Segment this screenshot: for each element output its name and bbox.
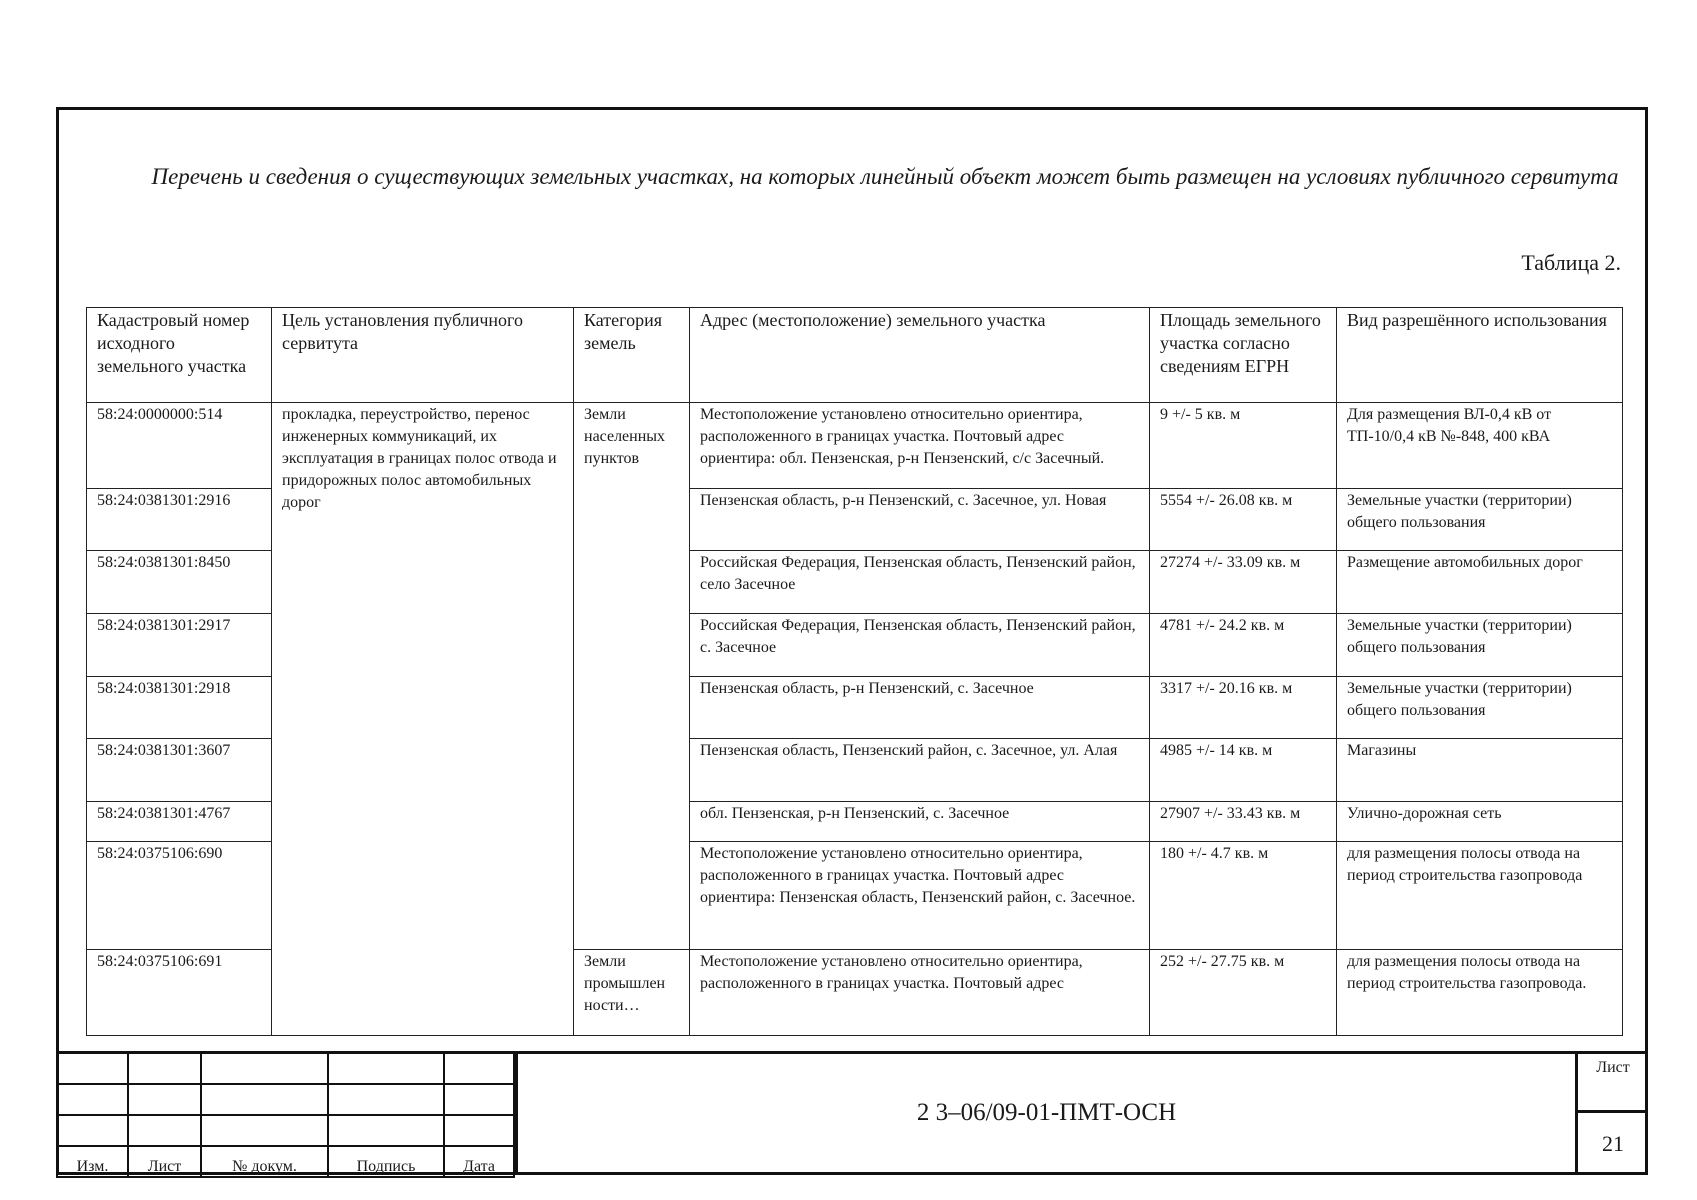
stamp-label-signature: Подпись <box>328 1146 444 1177</box>
document-code: 2 3–06/09-01-ПМТ-ОСН <box>515 1053 1575 1173</box>
header-address: Адрес (местоположение) земельного участка <box>690 308 1150 403</box>
use-cell: для размещения полосы отвода на период строительства газопровода. <box>1337 950 1623 1036</box>
use-cell: Земельные участки (территории) общего пользования <box>1337 677 1623 739</box>
area-cell: 180 +/- 4.7 кв. м <box>1150 842 1337 950</box>
use-cell: Земельные участки (территории) общего пользования <box>1337 489 1623 551</box>
area-cell: 27274 +/- 33.09 кв. м <box>1150 551 1337 614</box>
address-cell: Местоположение установлено относительно ориентира, расположенного в границах участка. Почтовый адрес ориентира: обл. Пензенская, р-н Пензенский, с/с Засечный. <box>690 403 1150 489</box>
purpose-cell: прокладка, переустройство, перенос инженерных коммуникаций, их эксплуатация в границах полос отвода и придорожных полос автомобильных дорог <box>272 403 574 1036</box>
category-cell: Земли промышлен ности… <box>574 950 690 1036</box>
table-row <box>87 403 1623 489</box>
document-title: Перечень и сведения о существующих земельных участках, на которых линейный объект может быть размещен на условиях публичного сервитута <box>151 164 1619 189</box>
cadastral-cell: 58:24:0381301:2916 <box>87 489 272 551</box>
header-use: Вид разрешённого использования <box>1337 308 1623 403</box>
area-cell: 3317 +/- 20.16 кв. м <box>1150 677 1337 739</box>
address-cell: обл. Пензенская, р-н Пензенский, с. Засечное <box>690 802 1150 842</box>
header-cadastral: Кадастровый номер исходного земельного участка <box>87 308 272 403</box>
cadastral-cell: 58:24:0381301:8450 <box>87 551 272 614</box>
sheet-number: 21 <box>1602 1131 1624 1156</box>
address-cell: Пензенская область, р-н Пензенский, с. Засечное <box>690 677 1150 739</box>
cadastral-cell: 58:24:0381301:2917 <box>87 614 272 677</box>
area-cell: 9 +/- 5 кв. м <box>1150 403 1337 489</box>
cadastral-cell: 58:24:0381301:2918 <box>87 677 272 739</box>
stamp-row <box>57 1084 514 1115</box>
use-cell: для размещения полосы отвода на период строительства газопровода <box>1337 842 1623 950</box>
sheet-box <box>1575 1053 1648 1175</box>
address-cell: Российская Федерация, Пензенская область, Пензенский район, село Засечное <box>690 551 1150 614</box>
land-plots-table <box>86 307 1623 1036</box>
address-cell: Пензенская область, р-н Пензенский, с. Засечное, ул. Новая <box>690 489 1150 551</box>
header-area: Площадь земельного участка согласно сведениям ЕГРН <box>1150 308 1337 403</box>
cadastral-cell: 58:24:0381301:4767 <box>87 802 272 842</box>
cadastral-cell: 58:24:0000000:514 <box>87 403 272 489</box>
area-cell: 4781 +/- 24.2 кв. м <box>1150 614 1337 677</box>
category-cell: Земли населенных пунктов <box>574 403 690 950</box>
stamp-label-doc-number: № докум. <box>201 1146 328 1177</box>
cadastral-cell: 58:24:0381301:3607 <box>87 739 272 802</box>
cadastral-cell: 58:24:0375106:691 <box>87 950 272 1036</box>
address-cell: Местоположение установлено относительно ориентира, расположенного в границах участка. Почтовый адрес <box>690 950 1150 1036</box>
stamp-label-date: Дата <box>444 1146 514 1177</box>
address-cell: Местоположение установлено относительно ориентира, расположенного в границах участка. Почтовый адрес ориентира: Пензенская область, Пензенский район, с. Засечное. <box>690 842 1150 950</box>
use-cell: Улично-дорожная сеть <box>1337 802 1623 842</box>
stamp-label-change: Изм. <box>57 1146 128 1177</box>
stamp-label-row <box>57 1146 514 1177</box>
area-cell: 252 +/- 27.75 кв. м <box>1150 950 1337 1036</box>
use-cell: Размещение автомобильных дорог <box>1337 551 1623 614</box>
area-cell: 5554 +/- 26.08 кв. м <box>1150 489 1337 551</box>
revision-stamp <box>56 1052 515 1178</box>
address-cell: Российская Федерация, Пензенская область, Пензенский район, с. Засечное <box>690 614 1150 677</box>
use-cell: Земельные участки (территории) общего пользования <box>1337 614 1623 677</box>
use-cell: Магазины <box>1337 739 1623 802</box>
table-header-row <box>87 308 1623 403</box>
cadastral-cell: 58:24:0375106:690 <box>87 842 272 950</box>
sheet-label: Лист <box>1578 1053 1648 1113</box>
stamp-row <box>57 1053 514 1084</box>
use-cell: Для размещения ВЛ-0,4 кВ от ТП-10/0,4 кВ №-848, 400 кВА <box>1337 403 1623 489</box>
area-cell: 4985 +/- 14 кв. м <box>1150 739 1337 802</box>
stamp-row <box>57 1115 514 1146</box>
header-purpose: Цель установления публичного сервитута <box>272 308 574 403</box>
stamp-label-sheet: Лист <box>128 1146 201 1177</box>
table-label: Таблица 2. <box>1521 250 1621 275</box>
header-category: Категория земель <box>574 308 690 403</box>
area-cell: 27907 +/- 33.43 кв. м <box>1150 802 1337 842</box>
address-cell: Пензенская область, Пензенский район, с. Засечное, ул. Алая <box>690 739 1150 802</box>
